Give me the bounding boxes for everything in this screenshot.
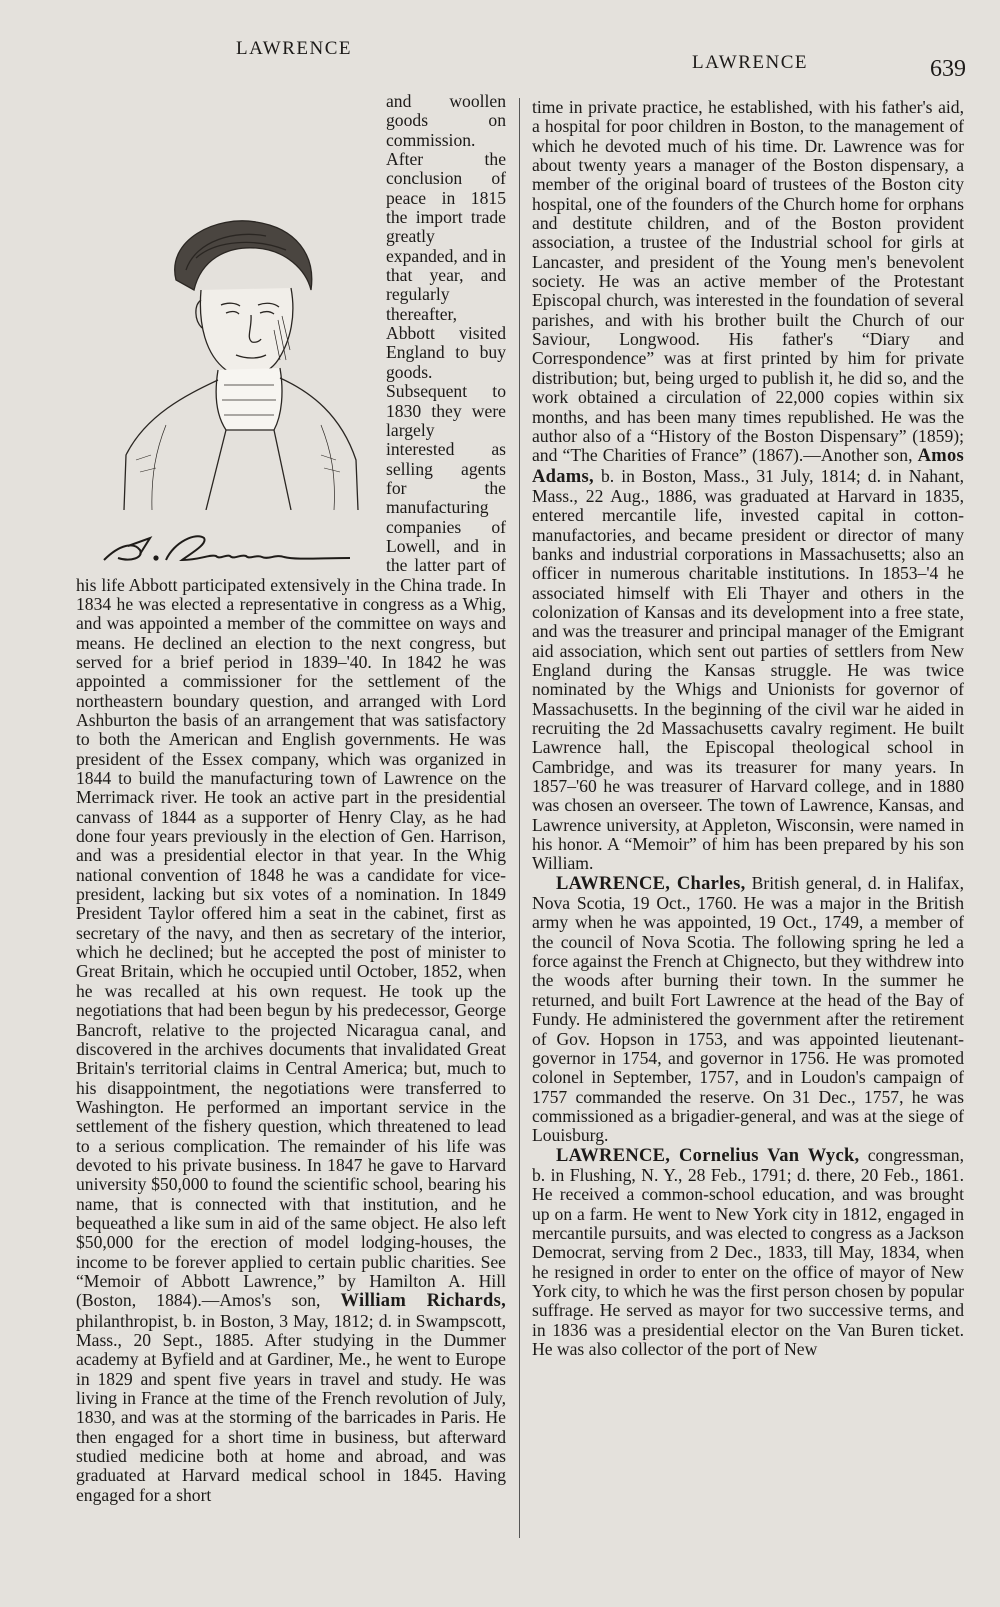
entry-heading-cornelius: LAWRENCE, Cornelius Van Wyck,	[556, 1145, 860, 1166]
portrait-engraving	[106, 210, 378, 510]
left-column	[76, 92, 506, 1505]
entry-body-charles: British general, d. in Halifax, Nova Scotia, 19 Oct., 1760. He was a major in the British army when he was appointed, 19 Oct., 1749, a member of the council of Nova Scotia. The following spring he led a force against the French at Chignecto, but they withdrew into the woods after burning their town. In the summer he returned, and built Fort Lawrence at the head of the Bay of Fundy. He administered the government after the retirement of Gov. Hopson in 1753, and was appointed lieutenant-governor in 1754, and governor in 1756. He was promoted colonel in September, 1757, and in Loudon's campaign of 1757 commanded the reserve. On 31 Dec., 1757, he was commissioned as a brigadier-general, and was at the siege of Louisburg.	[532, 872, 964, 1146]
right-column	[532, 98, 964, 1359]
running-head-right: LAWRENCE	[692, 52, 809, 73]
column-divider	[519, 98, 520, 1538]
running-head-left: LAWRENCE	[236, 38, 353, 59]
entry-body-cornelius: congressman, b. in Flushing, N. Y., 28 Feb., 1791; d. there, 20 Feb., 1861. He received a common-school education, and was brought up on a farm. He went to New York city in 1812, engaged in mercantile pursuits, and was elected to congress as a Jackson Democrat, serving from 2 Dec., 1833, till May, 1834, when he resigned in order to enter on the office of mayor of New York city, to which he was the first person chosen by popular suffrage. He served as mayor for two successive terms, and in 1836 was a presidential elector on the Van Buren ticket. He was also collector of the port of New	[532, 1144, 964, 1359]
left-para-text: and woollen goods on commission. After the conclusion of peace in 1815 the import trade greatly expanded, and in that year, and regularly thereafter, Abbott visited England to buy goods. Subsequent to 1830 they were largely interested as selling agents for the manufacturing companies of Lowell, and in the latter part of his life Abbott participated extensively in the China trade. In 1834 he was elected a representative in congress as a Whig, and was appointed a member of the committee on ways and means. He declined an election to the next congress, but served for a brief period in 1839–'40. In 1842 he was appointed a commissioner for the settlement of the northeastern boundary question, and arranged with Lord Ashburton the basis of an arrangement that was satisfactory to both the American and English governments. He was president of the Essex company, which was organized in 1844 to build the manufacturing town of Lawrence on the Merrimack river. He took an active part in the presidential canvass of 1844 as a supporter of Henry Clay, as he had done four years previously in the election of Gen. Harrison, and was a presidential elector in that year. In the Whig national convention of 1848 he was a candidate for vice-president, lacking but six votes of a nomination. In 1849 President Taylor offered him a seat in the cabinet, first as secretary of the navy, and then as secretary of the interior, which he declined; but he accepted the post of minister to Great Britain, which he occupied until October, 1852, when he was recalled at his own request. He took up the negotiations that had been begun by his predecessor, George Bancroft, relative to the projected Nicaragua canal, and discovered in the archives documents that invalidated Great Britain's territorial claims in Central America; but, much to his disappointment, the negotiations were transferred to Washington. He performed an important service in the settlement of the fishery question, which threatened to lead to a serious complication. The remainder of his life was devoted to his private business. In 1847 he gave to Harvard university $50,000 to found the scientific school, bearing his name, that is connected with that institution, and he bequeathed a like sum in aid of the same object. He also left $50,000 for the erection of model lodging-houses, the income to be forever applied to certain public charities. See “Memoir of Abbott Lawrence,” by Hamilton A. Hill (Boston, 1884).—Amos's son,	[76, 91, 506, 1311]
page-number: 639	[930, 56, 966, 82]
signature-image	[100, 524, 360, 570]
left-para-continued: philanthropist, b. in Boston, 3 May, 1812; d. in Swampscott, Mass., 20 Sept., 1885. After studying in the Dummer academy at Byfield and at Gardiner, Me., he went to Europe in 1829 and spent five years in travel and study. He was living in France at the time of the French revolution of July, 1830, and was at the storming of the barricades in Paris. He then engaged for a short time in business, but afterward studied medicine both at home and abroad, and was graduated at Harvard medical school in 1845. Having engaged for a short	[76, 1310, 506, 1505]
right-para-text: time in private practice, he established, with his father's aid, a hospital for poor children in Boston, to the management of which he devoted much of his time. Dr. Lawrence was for about twenty years a manager of the Boston dispensary, a member of the original board of trustees of the Boston city hospital, one of the founders of the Church home for orphans and destitute children, and of the Boston provident association, a trustee of the Industrial school for girls at Lancaster, and president of the Young men's benevolent society. He was an active member of the Protestant Episcopal church, was interested in the foundation of several parishes, and with his brother built the Church of our Saviour, Longwood. His father's “Diary and Correspondence” was at first printed by him for private distribution; but, being urged to publish it, he did so, and the work obtained a circulation of 22,000 copies within six months, and has been many times republished. He was the author also of a “History of the Boston Dispensary” (1859); and “The Charities of France” (1867).—Another son,	[532, 97, 964, 466]
entry-name-william-richards: William Richards,	[340, 1291, 506, 1312]
right-para-continued: b. in Boston, Mass., 31 July, 1814; d. in Nahant, Mass., 22 Aug., 1886, was graduated at Harvard in 1835, entered mercantile life, invested capital in cotton-manufactories, and became president or director of many banks and industrial corporations in Massachusetts; also an officer in numerous charitable institutions. In 1853–'4 he associated himself with Eli Thayer and others in the colonization of Kansas and its development into a free state, and was the treasurer and principal manager of the Emigrant aid association, which sent out parties of settlers from New England during the Kansas struggle. He was twice nominated by the Whigs and Unionists for governor of Massachusetts. In the beginning of the civil war he aided in recruiting the 2d Massachusetts cavalry regiment. He built Lawrence hall, the Episcopal theological school in Cambridge, and was its treasurer for many years. In 1857–'60 he was treasurer of Harvard college, and in 1880 was chosen an overseer. The town of Lawrence, Kansas, and Lawrence university, at Appleton, Wisconsin, were named in his honor. A “Memoir” of him has been prepared by his son William.	[532, 465, 964, 874]
entry-heading-charles: LAWRENCE, Charles,	[556, 873, 746, 894]
portrait-figure	[106, 210, 378, 570]
entry-name-amos-adams: Amos Adams,	[532, 446, 964, 487]
